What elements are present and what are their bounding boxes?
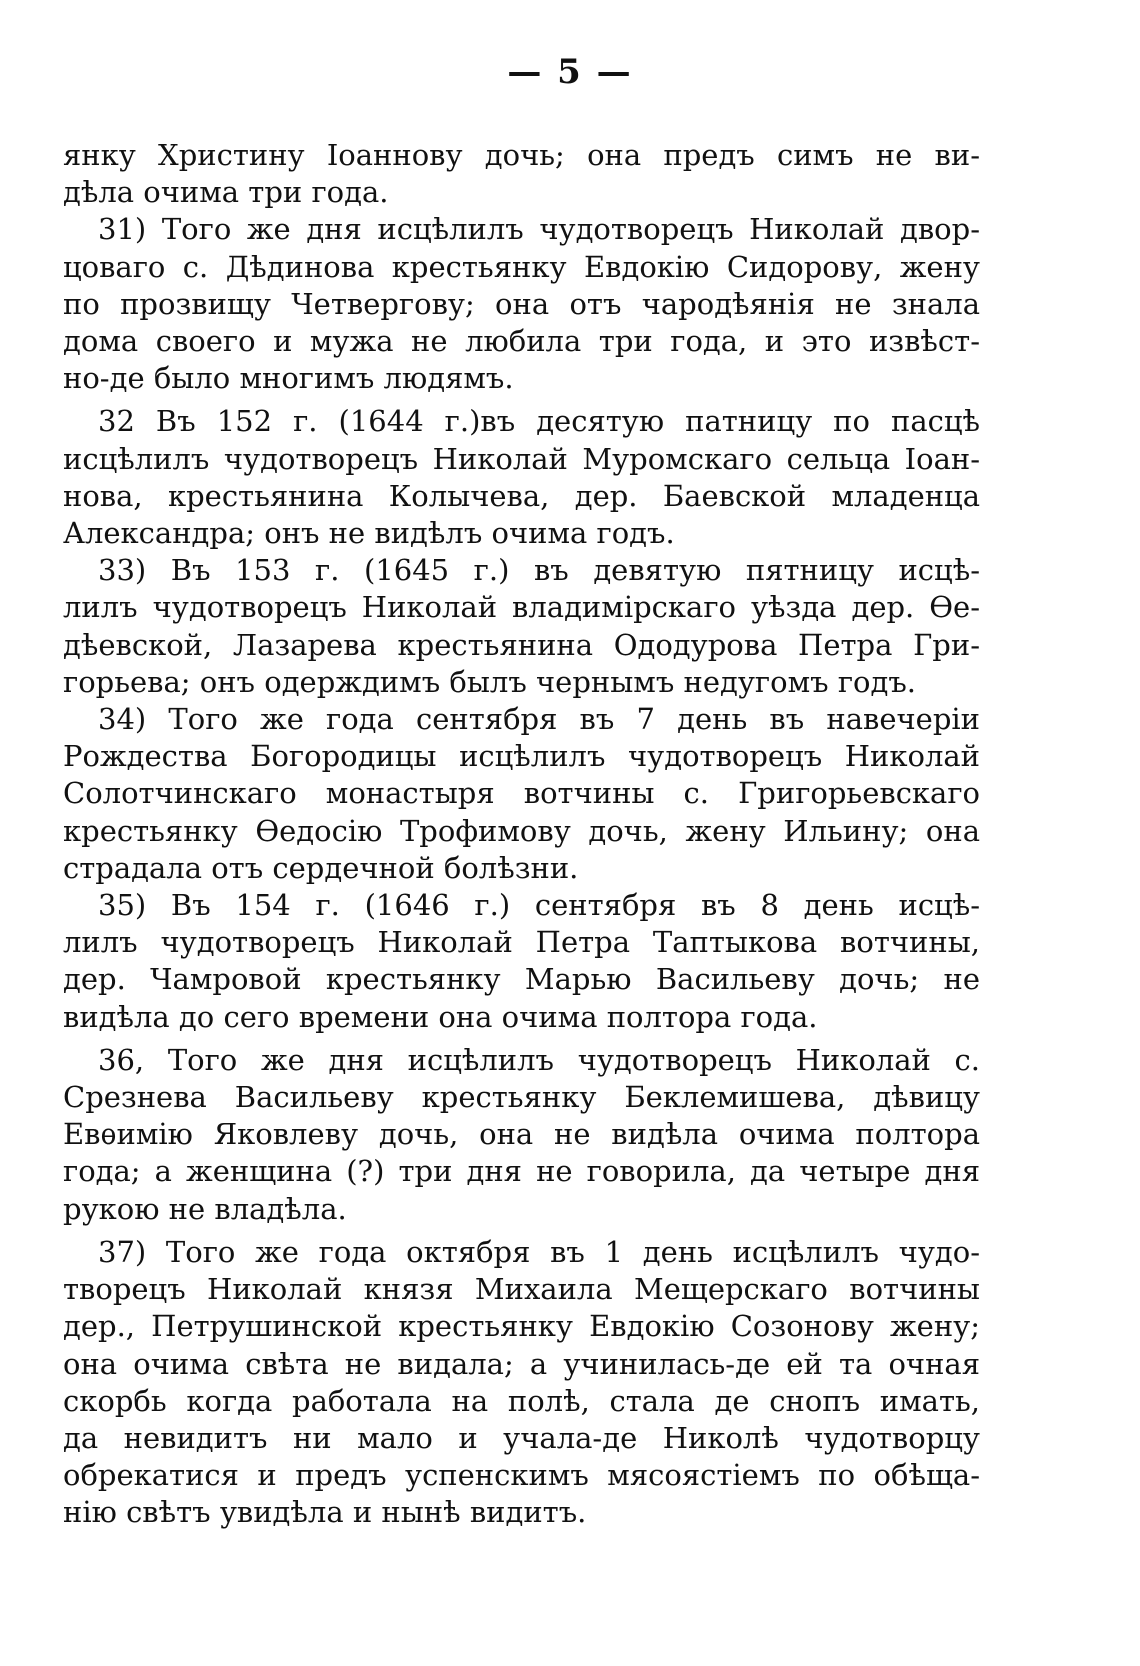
text-line: исцѣлилъ чудотворецъ Николай Муромскаго сельца Іоан- [63,441,980,476]
paragraph-31 [63,211,980,397]
paragraph-34 [63,701,980,887]
text-line: Евѳимію Яковлеву дочь, она не видѣла очима полтора [63,1117,980,1152]
paragraph-continuation [63,137,980,211]
text-line: дома своего и мужа не любила три года, и это извѣст- [63,324,980,359]
text-line: крестьянку Ѳедосію Трофимову дочь, жену Ильину; она [63,813,980,848]
text-line: 37) Того же года октября въ 1 день исцѣлилъ чудо- [98,1234,980,1269]
text-line: янку Христину Іоаннову дочь; она предъ симъ не ви- [63,138,980,172]
paragraph-36 [63,1042,980,1228]
text-line: нова, крестьянина Колычева, дер. Баевской младенца [63,478,980,513]
text-line: Александра; онъ не видѣлъ очима годъ. [63,516,675,551]
text-line: страдала отъ сердечной болѣзни. [63,850,579,885]
text-line: 31) Того же дня исцѣлилъ чудотворецъ Николай двор- [98,212,980,247]
text-line: но-де было многимъ людямъ. [63,361,514,396]
text-line: по прозвищу Четвергову; она отъ чародѣянія не знала [63,286,980,321]
page-text [63,137,980,1532]
text-line: цоваго с. Дѣдинова крестьянку Евдокію Сидорову, жену [63,249,980,284]
text-line: года; а женщина (?) три дня не говорила, да четыре дня [63,1154,980,1189]
text-line: Солотчинскаго монастыря вотчины с. Григорьевскаго [63,776,980,811]
text-line: рукою не владѣла. [63,1191,347,1226]
text-line: дѣевской, Лазарева крестьянина Ододурова Петра Гри- [63,627,980,662]
text-line: скорбь когда работала на полѣ, стала де снопъ имать, [63,1383,980,1418]
page-number: — 5 — [507,52,633,92]
text-line: да невидитъ ни мало и учала-де Николѣ чудотворцу [63,1420,980,1455]
paragraph-37 [63,1234,980,1532]
text-line: дер. Чамровой крестьянку Марью Васильеву дочь; не [63,962,980,997]
text-line: видѣла до сего времени она очима полтора года. [63,999,818,1034]
text-line: она очима свѣта не видала; а учинилась-де ей та очная [63,1346,980,1381]
text-line: 36, Того же дня исцѣлилъ чудотворецъ Николай с. [98,1042,980,1077]
paragraph-32 [63,403,980,552]
text-line: Рождества Богородицы исцѣлилъ чудотворецъ Николай [63,739,980,774]
paragraph-33 [63,552,980,701]
text-line: 34) Того же года сентября въ 7 день въ навечеріи [98,702,980,737]
text-line: лилъ чудотворецъ Николай владимірскаго уѣзда дер. Ѳе- [63,590,980,625]
text-line: Срезнева Васильеву крестьянку Беклемишева, дѣвицу [63,1080,980,1115]
text-line: обрекатися и предъ успенскимъ мясоястіемъ по обѣща- [63,1458,980,1493]
text-line: 35) Въ 154 г. (1646 г.) сентября въ 8 день исцѣ- [98,888,980,923]
text-line: 33) Въ 153 г. (1645 г.) въ девятую пятницу исцѣ- [98,553,980,588]
text-line: 32 Въ 152 г. (1644 г.)въ десятую патницу по пасцѣ [98,404,980,439]
text-line: творецъ Николай князя Михаила Мещерскаго вотчины [63,1272,980,1307]
text-line: горьева; онъ одерждимъ былъ чернымъ недугомъ годъ. [63,664,916,699]
paragraph-35 [63,887,980,1036]
text-line: лилъ чудотворецъ Николай Петра Таптыкова вотчины, [63,925,980,960]
text-line: нію свѣтъ увидѣла и нынѣ видитъ. [63,1495,587,1530]
text-line: дѣла очима три года. [63,175,389,210]
text-line: дер., Петрушинской крестьянку Евдокію Созонову жену; [63,1309,980,1344]
